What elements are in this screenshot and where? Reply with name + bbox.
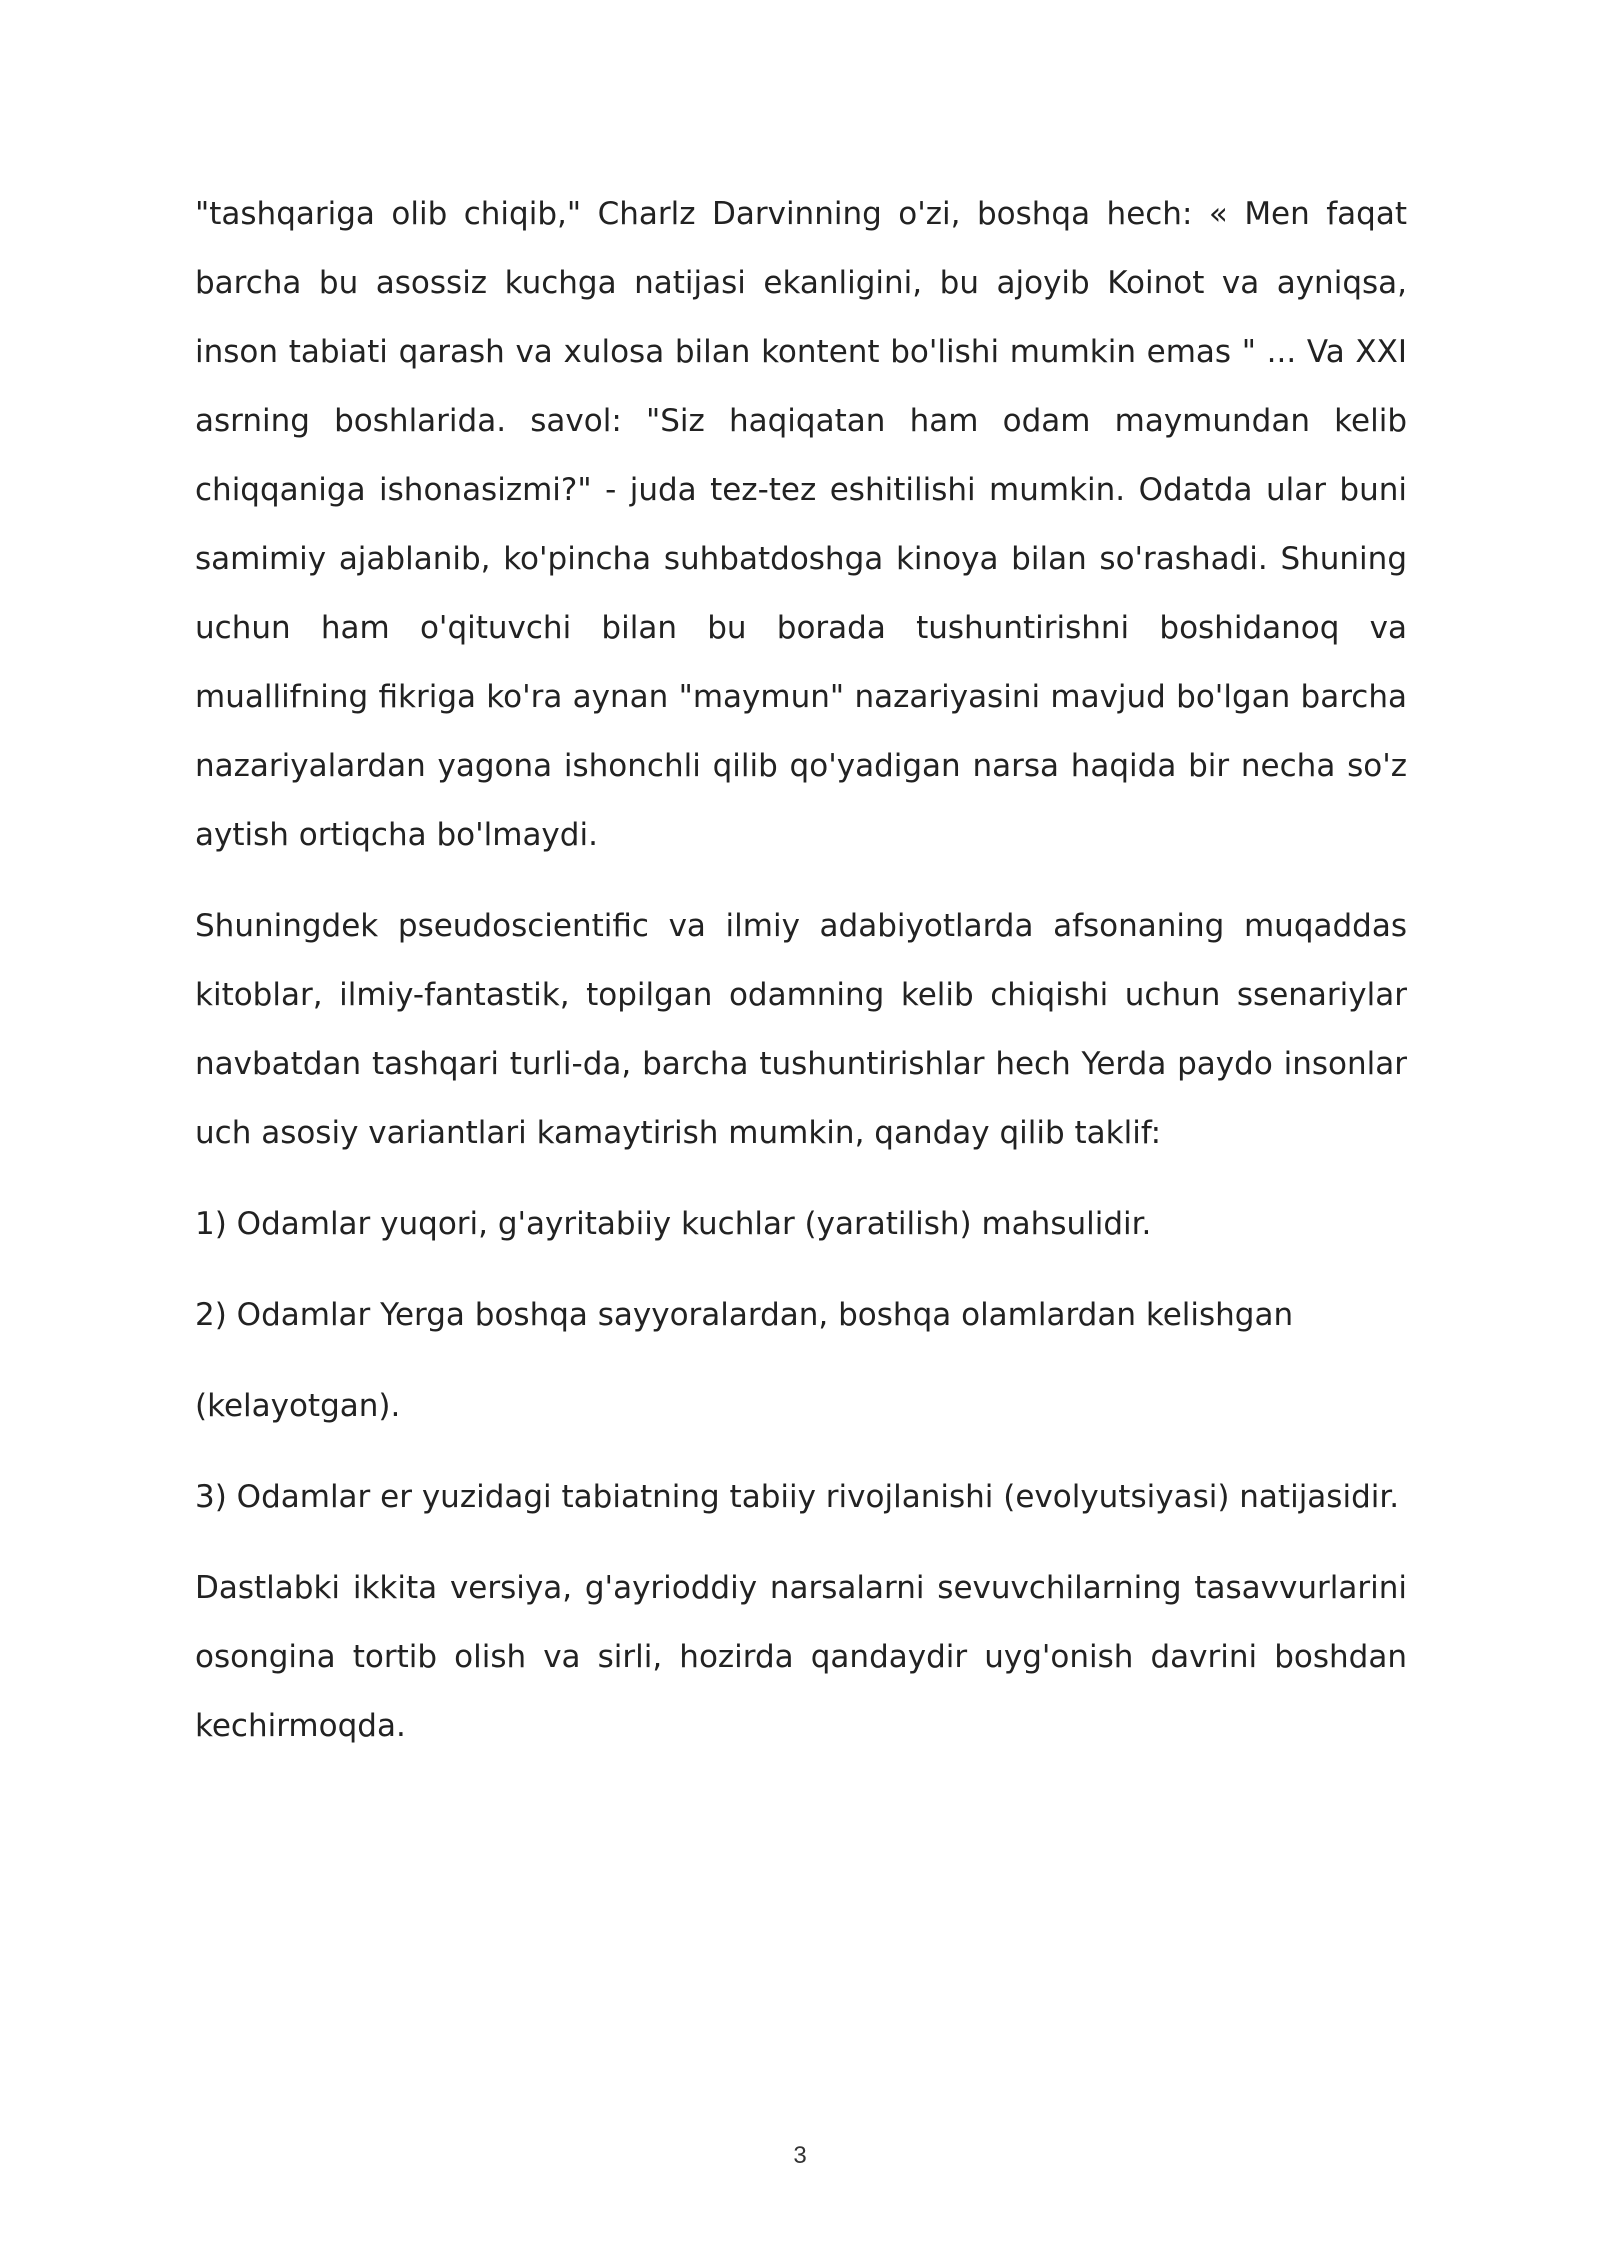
list-item-other-planets: 2) Odamlar Yerga boshqa sayyoralardan, boshqa olamlardan kelishgan (195, 1297, 1294, 1333)
list-item-supernatural: 1) Odamlar yuqori, g'ayritabiiy kuchlar (yaratilish) mahsulidir. (195, 1206, 1152, 1242)
page-body (195, 180, 1407, 1783)
paragraph-origin-scenarios: Shuningdek pseudoscientific va ilmiy adabiyotlarda afsonaning muqaddas kitoblar, ilmiy-fantastik, topilgan odamning kelib chiqishi uchun ssenariylar navbatdan tashqari turli-da, barcha tushuntirishlar hech Yerda paydo insonlar uch asosiy variantlari kamaytirish mumkin, qanday qilib taklif: (195, 908, 1407, 1151)
paragraph-first-two-versions: Dastlabki ikkita versiya, g'ayrioddiy narsalarni sevuvchilarning tasavvurlarini osongina tortib olish va sirli, hozirda qandaydir uyg'onish davrini boshdan kechirmoqda. (195, 1570, 1407, 1744)
page-number: 3 (793, 2142, 807, 2169)
list-item-other-planets-continued: (kelayotgan). (195, 1388, 401, 1424)
paragraph-darwin-quote: "tashqariga olib chiqib," Charlz Darvinning o'zi, boshqa hech: « Men faqat barcha bu asossiz kuchga natijasi ekanligini, bu ajoyib Koinot va ayniqsa, inson tabiati qarash va xulosa bilan kontent bo'lishi mumkin emas " ... Va XXI asrning boshlarida. savol: "Siz haqiqatan ham odam maymundan kelib chiqqaniga ishonasizmi?" - juda tez-tez eshitilishi mumkin. Odatda ular buni samimiy ajablanib, ko'pincha suhbatdoshga kinoya bilan so'rashadi. Shuning uchun ham o'qituvchi bilan bu borada tushuntirishni boshidanoq va muallifning fikriga ko'ra aynan "maymun" nazariyasini mavjud bo'lgan barcha nazariyalardan yagona ishonchli qilib qo'yadigan narsa haqida bir necha so'z aytish ortiqcha bo'lmaydi. (195, 196, 1407, 853)
list-item-evolution: 3) Odamlar er yuzidagi tabiatning tabiiy rivojlanishi (evolyutsiyasi) natijasidir. (195, 1479, 1400, 1515)
